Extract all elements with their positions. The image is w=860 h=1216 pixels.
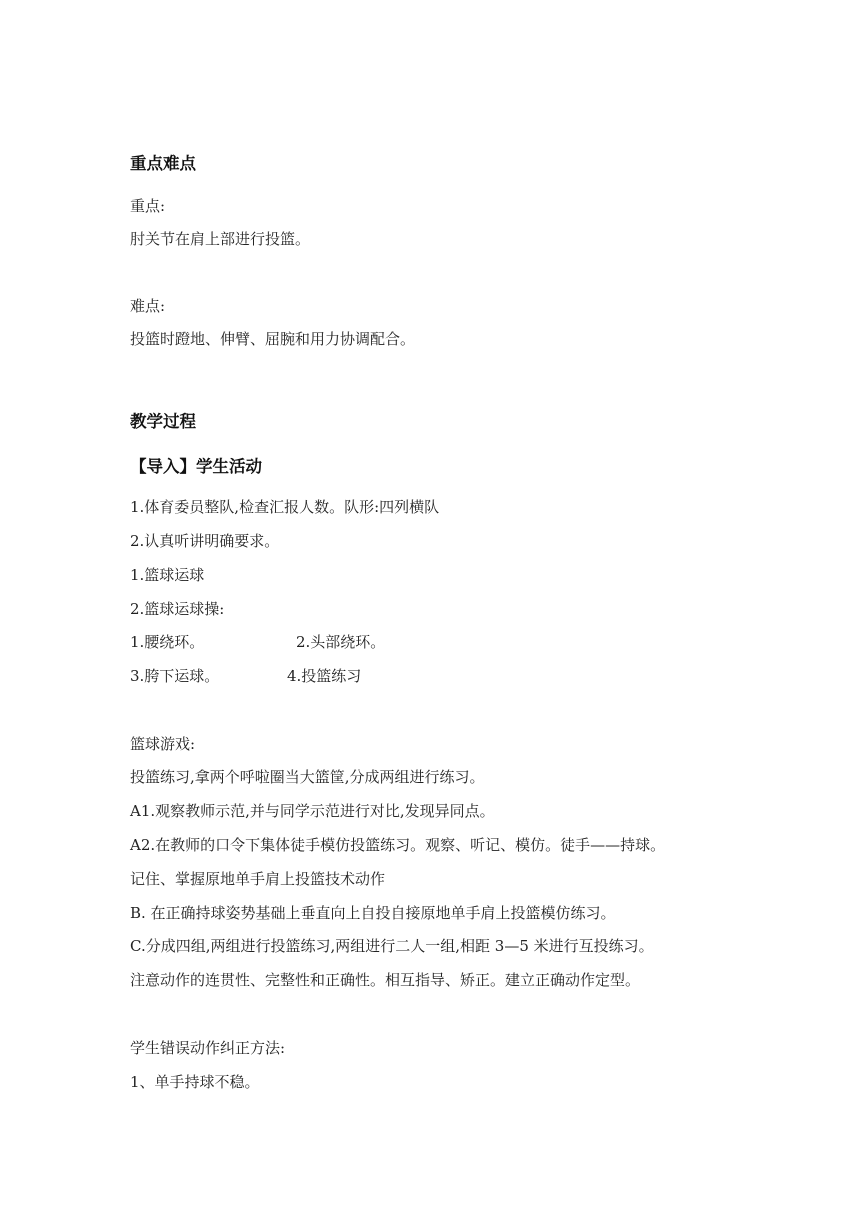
- correction-label: 学生错误动作纠正方法:: [130, 1039, 286, 1057]
- drill-item: 4.投篮练习: [287, 667, 362, 685]
- game-label: 篮球游戏:: [130, 735, 196, 753]
- game-line: 记住、掌握原地单手肩上投篮技术动作: [130, 870, 386, 888]
- process-line: 2.认真听讲明确要求。: [130, 532, 280, 550]
- game-line: C.分成四组,两组进行投篮练习,两组进行二人一组,相距 3—5 米进行互投练习。: [130, 937, 654, 955]
- drill-item: 1.腰绕环。: [130, 633, 205, 651]
- drill-item: 2.头部绕环。: [296, 633, 386, 651]
- game-line: A1.观察教师示范,并与同学示范进行对比,发现异同点。: [130, 802, 495, 820]
- difficulty-label: 难点:: [130, 297, 166, 315]
- key-point-text: 肘关节在肩上部进行投篮。: [130, 230, 311, 248]
- intro-heading: 【导入】学生活动: [130, 457, 262, 476]
- game-line: 投篮练习,拿两个呼啦圈当大篮筐,分成两组进行练习。: [130, 768, 485, 786]
- process-line: 1.体育委员整队,检查汇报人数。队形:四列横队: [130, 498, 440, 516]
- game-line: A2.在教师的口令下集体徒手模仿投篮练习。观察、听记、模仿。徒手——持球。: [130, 836, 666, 854]
- heading-teaching-process: 教学过程: [130, 412, 196, 431]
- difficulty-text: 投篮时蹬地、伸臂、屈腕和用力协调配合。: [130, 330, 416, 348]
- correction-line: 1、单手持球不稳。: [130, 1073, 260, 1091]
- process-line: 2.篮球运球操:: [130, 600, 225, 618]
- game-line: 注意动作的连贯性、完整性和正确性。相互指导、矫正。建立正确动作定型。: [130, 971, 641, 989]
- process-line: 1.篮球运球: [130, 566, 205, 584]
- drill-item: 3.胯下运球。: [130, 667, 220, 685]
- heading-key-points: 重点难点: [130, 154, 196, 173]
- game-line: B. 在正确持球姿势基础上垂直向上自投自接原地单手肩上投篮模仿练习。: [130, 904, 616, 922]
- key-point-label: 重点:: [130, 197, 166, 215]
